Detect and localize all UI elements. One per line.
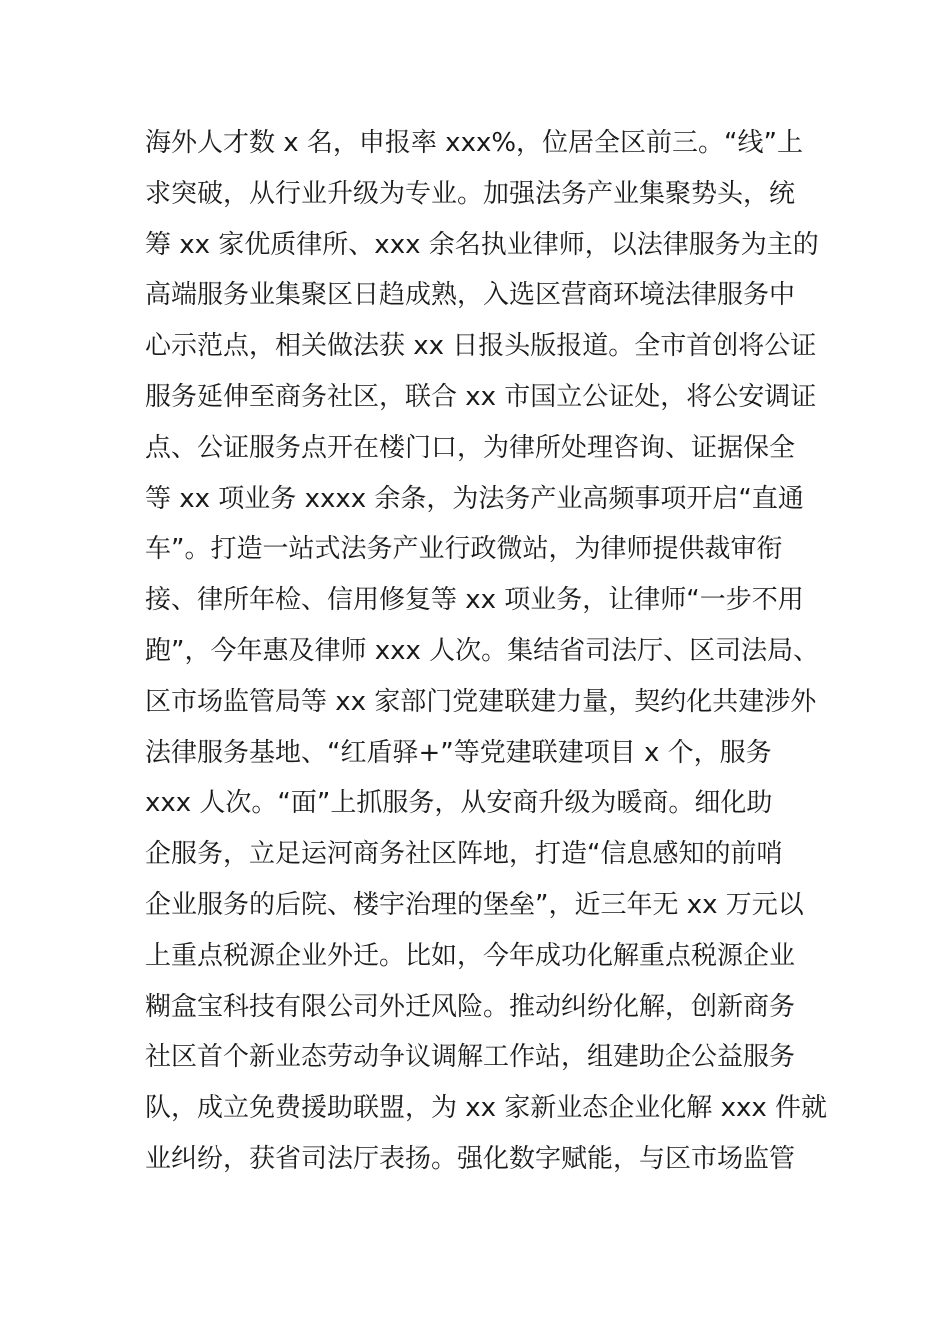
text-line-17: 上重点税源企业外迁。比如，今年成功化解重点税源企业 xyxy=(145,940,796,971)
text-line-8: 等 xx 项业务 xxxx 余条，为法务产业高频事项开启“直通 xyxy=(145,483,804,514)
text-line-18: 糊盒宝科技有限公司外迁风险。推动纠纷化解，创新商务 xyxy=(145,991,796,1022)
text-line-1: 海外人才数 x 名，申报率 xxx%，位居全区前三。“线”上 xyxy=(145,128,803,158)
text-line-3: 筹 xx 家优质律所、xxx 余名执业律师，以法律服务为主的 xyxy=(145,229,819,260)
text-line-6: 服务延伸至商务社区，联合 xx 市国立公证处，将公安调证 xyxy=(145,381,817,412)
text-line-14: xxx 人次。“面”上抓服务，从安商升级为暖商。细化助 xyxy=(145,788,773,819)
text-line-12: 区市场监管局等 xx 家部门党建联建力量，契约化共建涉外 xyxy=(145,686,817,717)
text-line-5: 心示范点，相关做法获 xx 日报头版报道。全市首创将公证 xyxy=(145,331,817,362)
text-line-2: 求突破，从行业升级为专业。加强法务产业集聚势头，统 xyxy=(145,178,796,209)
text-line-10: 接、律所年检、信用修复等 xx 项业务，让律师“一步不用 xyxy=(145,585,804,616)
text-line-20: 队，成立免费援助联盟，为 xx 家新业态企业化解 xxx 件就 xyxy=(145,1093,827,1124)
text-line-9: 车”。打造一站式法务产业行政微站，为律师提供裁审衔 xyxy=(145,534,783,565)
text-line-19: 社区首个新业态劳动争议调解工作站，组建助企公益服务 xyxy=(145,1042,796,1073)
text-line-4: 高端服务业集聚区日趋成熟，入选区营商环境法律服务中 xyxy=(145,280,796,311)
text-line-11: 跑”，今年惠及律师 xxx 人次。集结省司法厅、区司法局、 xyxy=(145,635,820,666)
text-line-13: 法律服务基地、“红盾驿+”等党建联建项目 x 个，服务 xyxy=(145,737,772,768)
text-line-7: 点、公证服务点开在楼门口，为律所处理咨询、证据保全 xyxy=(145,432,796,463)
text-line-16: 企业服务的后院、楼宇治理的堡垒”，近三年无 xx 万元以 xyxy=(145,889,804,920)
text-line-21: 业纠纷，获省司法厅表扬。强化数字赋能，与区市场监管 xyxy=(145,1143,796,1174)
text-line-15: 企服务，立足运河商务社区阵地，打造“信息感知的前哨 xyxy=(145,839,783,870)
body-paragraph xyxy=(145,118,845,1185)
